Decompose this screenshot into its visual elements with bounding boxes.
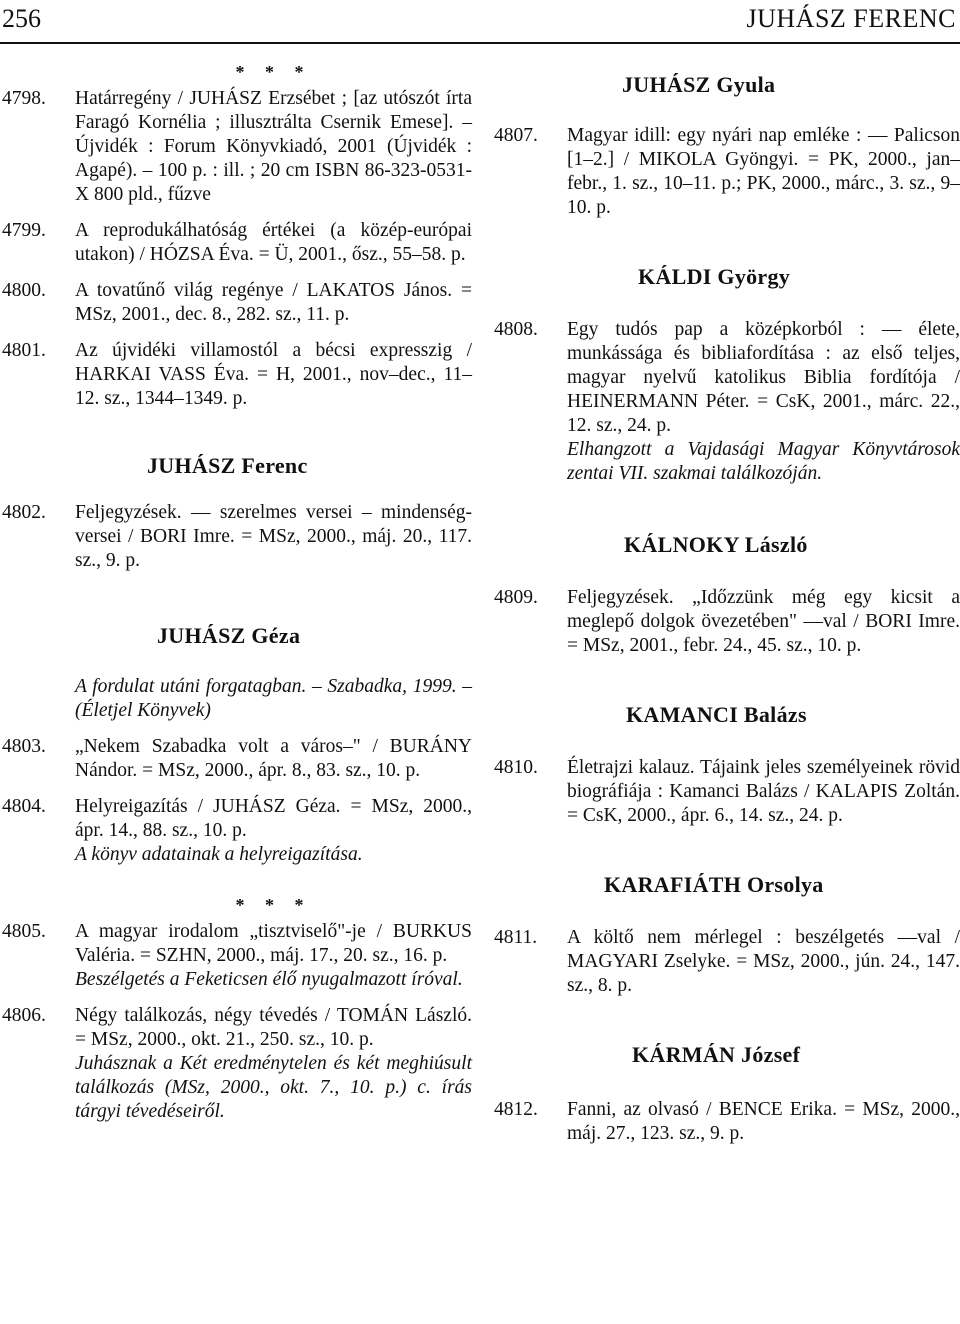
entry-number: 4807. [494, 125, 538, 146]
entry-text: A tovatűnő világ regénye / LAKATOS János. = MSz, 2001., dec. 8., 282. sz., 11. p. [75, 280, 472, 325]
entry-text: Az újvidéki villamostól a bécsi expresszig / HARKAI VASS Éva. = H, 2001., nov–dec., 11–12. sz., 1344–1349. p. [75, 340, 472, 409]
entry-4804 [2, 795, 472, 867]
entry-text: Négy találkozás, négy tévedés / TOMÁN László. = MSz, 2000., okt. 21., 250. sz., 10. p. [75, 1005, 472, 1050]
entry-number: 4805. [2, 921, 46, 942]
entry-text: „Nekem Szabadka volt a város–" / BURÁNY Nándor. = MSz, 2000., ápr. 8., 83. sz., 10. p. [75, 736, 472, 781]
running-head: JUHÁSZ FERENC [746, 4, 956, 33]
entry-text: Magyar idill: egy nyári nap emléke : –– Palicson [1–2.] / MIKOLA Gyöngyi. = PK, 2000., jan–febr., 1. sz., 10–11. p.; PK, 2000., márc., 3. sz., 9–10. p. [567, 125, 960, 218]
entry-4812 [494, 1098, 960, 1146]
entry-number: 4806. [2, 1005, 46, 1026]
entry-4805 [2, 920, 472, 992]
entry-number: 4801. [2, 340, 46, 361]
entry-number: 4799. [2, 220, 46, 241]
entry-text: Fanni, az olvasó / BENCE Erika. = MSz, 2000., máj. 27., 123. sz., 9. p. [567, 1099, 960, 1144]
section-separator: * * * [235, 895, 312, 915]
entry-number: 4811. [494, 927, 538, 948]
entry-number: 4804. [2, 796, 46, 817]
entry-text: A költő nem mérlegel : beszélgetés ––val / MAGYARI Zselyke. = MSz, 2000., jún. 24., 147. sz., 8. p. [567, 927, 960, 996]
entry-number: 4809. [494, 587, 538, 608]
entry-note: Elhangzott a Vajdasági Magyar Könyvtárosok zentai VII. szakmai találkozóján. [567, 439, 960, 484]
page-number: 256 [2, 4, 41, 33]
entry-number: 4800. [2, 280, 46, 301]
author-heading: KÁLNOKY László [624, 532, 808, 557]
entry-text: Életrajzi kalauz. Tájaink jeles személyeinek rövid biográfiája : Kamanci Balázs / KALAPIS Zoltán. = CsK, 2000., ápr. 6., 14. sz., 24. p. [567, 757, 960, 826]
entry-text: Határregény / JUHÁSZ Erzsébet ; [az utószót írta Faragó Kornélia ; illusztrálta Csernik Emese]. – Újvidék : Forum Könyvkiadó, 2001 (Újvidék : Agapé). – 100 p. : ill. ; 20 cm ISBN 86-323-0531-X 800 pld., fűzve [75, 88, 472, 205]
entry-text: Egy tudós pap a középkorból : –– élete, munkássága és bibliafordítása : az első teljes, magyar nyelvű katolikus Biblia fordítója / HEINERMANN Péter. = CsK, 2001., márc. 22., 12. sz., 24. p. [567, 319, 960, 436]
page-header [0, 0, 960, 44]
entry-number: 4810. [494, 757, 538, 778]
book-title-note: A fordulat utáni forgatagban. – Szabadka, 1999. – (Életjel Könyvek) [75, 676, 472, 721]
entry-4801 [2, 339, 472, 411]
author-heading: JUHÁSZ Géza [157, 623, 301, 648]
entry-number: 4812. [494, 1099, 538, 1120]
entry-4808 [494, 318, 960, 486]
entry-4798 [2, 87, 472, 207]
entry-text: A magyar irodalom „tisztviselő"-je / BURKUS Valéria. = SZHN, 2000., máj. 17., 20. sz., 16. p. [75, 921, 472, 966]
entry-4800 [2, 279, 472, 327]
entry-text: A reprodukálhatóság értékei (a közép-európai utakon) / HÓZSA Éva. = Ü, 2001., ősz., 55–58. p. [75, 220, 472, 265]
entry-text: Helyreigazítás / JUHÁSZ Géza. = MSz, 2000., ápr. 14., 88. sz., 10. p. [75, 796, 472, 841]
entry-note: Juhásznak a Két eredménytelen és két meghiúsult találkozás (MSz, 2000., okt. 7., 10. p.) c. írás tárgyi tévedéseiről. [75, 1053, 472, 1122]
author-heading: KARAFIÁTH Orsolya [604, 872, 824, 897]
entry-4806 [2, 1004, 472, 1124]
left-column [2, 62, 472, 1124]
entry-4803 [2, 735, 472, 783]
author-heading: KÁRMÁN József [632, 1042, 801, 1067]
entry-4810 [494, 756, 960, 828]
entry-note: Beszélgetés a Feketicsen élő nyugalmazott íróval. [75, 969, 463, 990]
entry-note: A könyv adatainak a helyreigazítása. [75, 844, 363, 865]
entry-number: 4803. [2, 736, 46, 757]
entry-4802 [2, 501, 472, 573]
entry-number: 4808. [494, 319, 538, 340]
header-rule [0, 42, 960, 44]
right-column [494, 72, 960, 1146]
author-heading: JUHÁSZ Gyula [622, 72, 776, 97]
entry-4811 [494, 926, 960, 998]
entry-4799 [2, 219, 472, 267]
entry-text: Feljegyzések. –– szerelmes versei – mindenség-versei / BORI Imre. = MSz, 2000., máj. 20., 117. sz., 9. p. [75, 502, 472, 571]
section-separator: * * * [235, 62, 312, 82]
entry-4807 [494, 124, 960, 220]
author-heading: KAMANCI Balázs [626, 702, 807, 727]
entry-text: Feljegyzések. „Időzzünk még egy kicsit a meglepő dolgok övezetében" ––val / BORI Imre. = MSz, 2001., febr. 24., 45. sz., 10. p. [567, 587, 960, 656]
entry-number: 4798. [2, 88, 46, 109]
entry-4809 [494, 586, 960, 658]
author-heading: KÁLDI György [638, 264, 791, 289]
entry-number: 4802. [2, 502, 46, 523]
author-heading: JUHÁSZ Ferenc [147, 453, 308, 478]
